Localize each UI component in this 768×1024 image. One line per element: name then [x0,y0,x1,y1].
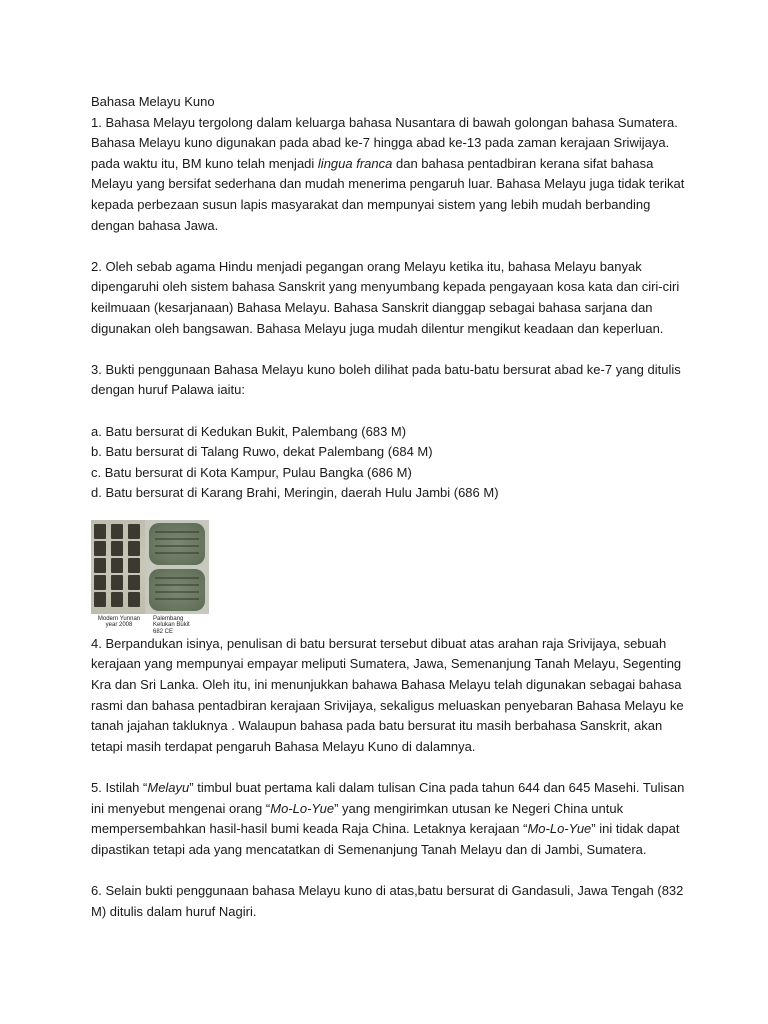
paragraph-4: 4. Berpandukan isinya, penulisan di batu bersurat tersebut dibuat atas arahan raja Srivijaya, sebuah kerajaan yang mempunyai empayar meliputi Sumatera, Jawa, Semenanjung Tanah Melayu, Segenting Kra dan Sri Lanka. Oleh itu, ini menunjukkan bahawa Bahasa Melayu telah digunakan sebagai bahasa rasmi dan bahasa pentadbiran kerajaan Srivijaya, sekaligus meluaskan penyebaran Bahasa Melayu ke tanah jajahan takluknya . Walaupun bahasa pada batu bersurat itu masih berbahasa Sanskrit, akan tetapi masih terdapat pengaruh Bahasa Melayu Kuno di dalamnya. [91,635,684,754]
paragraph-5 [91,778,691,860]
list-item: d. Batu bersurat di Karang Brahi, Meringin, daerah Hulu Jambi (686 M) [91,485,499,501]
paragraph-5-text: 5. Istilah “ [91,780,148,796]
stone-lower [149,569,205,611]
paragraph-1-text-a: 1. Bahasa Melayu tergolong dalam keluarga bahasa Nusantara di bawah golongan bahasa Sumatera. Bahasa Melayu kuno digunakan pada abad ke-7 hingga abad ke-13 pada zaman kerajaan Sriwijaya. pada waktu itu, BM kuno telah menjadi [91,114,678,171]
paragraph-spacer [91,757,691,778]
paragraph-6: 6. Selain bukti penggunaan bahasa Melayu kuno di atas,batu bersurat di Gandasuli, Jawa Tengah (832 M) ditulis dalam huruf Nagiri. [91,883,684,919]
paragraph-1-italic: lingua franca [317,155,393,171]
paragraph-spacer [91,401,691,422]
paragraph-5-text: ” ini tidak dapat dipastikan tetapi ada yang mencatatkan di Semenanjung Tanah Melayu dan di Jambi, Sumatera. [91,821,680,857]
paragraph-1 [91,113,691,237]
caption-line: year 2008 [105,622,133,629]
paragraph-3: 3. Bukti penggunaan Bahasa Melayu kuno boleh dilihat pada batu-batu bersurat abad ke-7 yang ditulis dengan huruf Palawa iaitu: [91,361,681,398]
paragraph-5-text: ” timbul buat pertama kali dalam tulisan Cina pada tahun 644 dan 645 Masehi. Tulisan ini menyebut mengenai orang “ [91,780,685,816]
list-item: b. Batu bersurat di Talang Ruwo, dekat Palembang (684 M) [91,444,433,460]
list-item: c. Batu bersurat di Kota Kampur, Pulau Bangka (686 M) [91,464,412,480]
document-title: Bahasa Melayu Kuno [91,94,215,109]
paragraph-spacer [91,339,691,360]
caption-line: Palembang [153,615,184,622]
paragraph-5-italic: Melayu [147,780,190,796]
inscription-stone-image [145,520,209,614]
paragraph-spacer [91,860,691,881]
caption-line: 682 CE [153,629,174,636]
caption-line: Modern Yunnan [97,615,141,622]
paragraph-spacer [91,236,691,257]
figure-caption-right [153,616,205,636]
paragraph-2: 2. Oleh sebab agama Hindu menjadi pegangan orang Melayu ketika itu, bahasa Melayu banyak dipengaruhi oleh sistem bahasa Sanskrit yang menyumbang kepada pengayaan kosa kata dan ciri-ciri keilmuaan (kesarjanaan) Bahasa Melayu. Bahasa Sanskrit dianggap sebagai bahasa sarjana dan digunakan oleh bangsawan. Bahasa Melayu juga mudah dilentur mengikut keadaan dan keperluan. [91,258,680,336]
paragraph-1-text-b: dan bahasa pentadbiran kerana sifat bahasa Melayu yang bersifat sederhana dan mudah menerima pengaruh luar. Bahasa Melayu juga tidak terikat kepada perbezaan susun lapis masyarakat dan mempunyai sistem yang lebih mudah berbanding dengan bahasa Jawa. [91,155,685,233]
caption-line: Kelukan Bukit [153,622,190,629]
paragraph-5-italic: Mo-Lo-Yue [527,821,592,837]
figure-caption-left [93,616,145,629]
paragraph-5-italic: Mo-Lo-Yue [270,800,335,816]
inscription-figure [91,520,209,636]
document-page [91,92,691,922]
modern-script-image [91,520,145,614]
list-item: a. Batu bersurat di Kedukan Bukit, Palembang (683 M) [91,423,407,439]
stone-upper [149,523,205,565]
paragraph-5-text: ” yang mengirimkan utusan ke Negeri China untuk mempersembahkan hasil-hasil bumi keada Raja China. Letaknya kerajaan “ [91,800,624,837]
